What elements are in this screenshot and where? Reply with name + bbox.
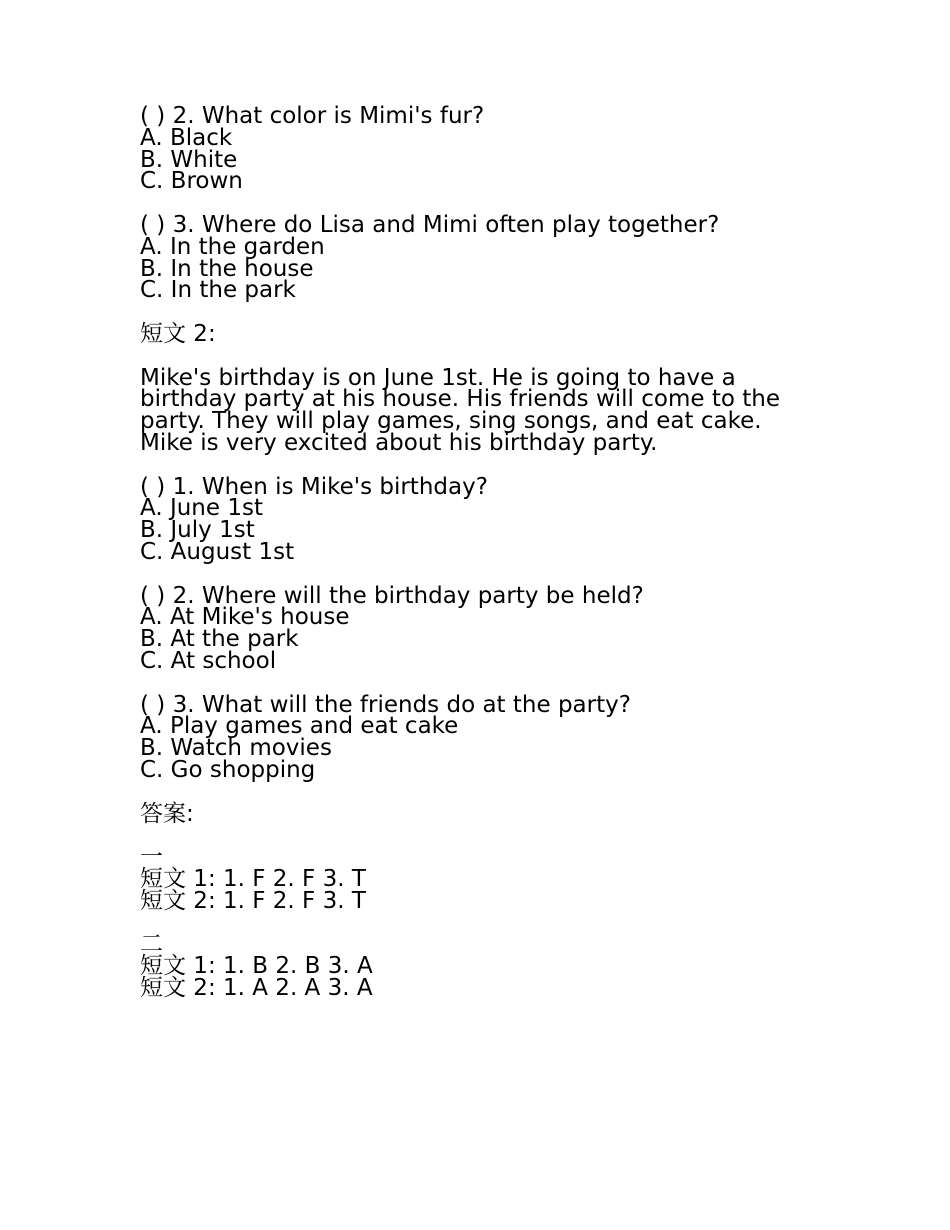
question-text: ( ) 3. Where do Lisa and Mimi often play together? <box>140 211 720 238</box>
passage-line: Mike's birthday is on June 1st. He is going to have a <box>140 364 736 391</box>
question-block <box>140 582 820 674</box>
answer-line: 短文 2: 1. A 2. A 3. A <box>140 974 373 1001</box>
passage-text <box>140 364 820 456</box>
answers-heading <box>140 800 820 827</box>
answer-line: 短文 2: 1. F 2. F 3. T <box>140 887 366 914</box>
option-a: A. Play games and eat cake <box>140 713 459 740</box>
question-block <box>140 103 820 195</box>
answer-line: 短文 1: 1. F 2. F 3. T <box>140 865 366 892</box>
option-b: B. White <box>140 146 238 173</box>
passage-line: party. They will play games, sing songs, and eat cake. <box>140 408 762 435</box>
question-text: ( ) 1. When is Mike's birthday? <box>140 473 488 500</box>
question-text: ( ) 2. What color is Mimi's fur? <box>140 103 485 129</box>
passage-2-heading: 短文 2: <box>140 320 216 347</box>
option-c: C. At school <box>140 647 277 674</box>
answer-section-1 <box>140 844 820 914</box>
option-b: B. Watch movies <box>140 735 332 762</box>
question-block <box>140 211 820 304</box>
option-b: B. July 1st <box>140 517 255 544</box>
option-a: A. In the garden <box>140 233 325 260</box>
option-a: A. June 1st <box>140 495 263 522</box>
section-label: 一 <box>140 844 163 871</box>
option-b: B. In the house <box>140 255 314 282</box>
option-c: C. Brown <box>140 168 243 195</box>
question-block <box>140 473 820 565</box>
question-text: ( ) 3. What will the friends do at the party? <box>140 691 631 718</box>
option-c: C. August 1st <box>140 538 295 565</box>
option-a: A. At Mike's house <box>140 604 350 631</box>
question-block <box>140 691 820 783</box>
option-b: B. At the park <box>140 626 299 653</box>
option-c: C. In the park <box>140 277 296 304</box>
answer-line: 短文 1: 1. B 2. B 3. A <box>140 953 373 980</box>
passage-line: birthday party at his house. His friends will come to the <box>140 386 780 413</box>
passage-line: Mike is very excited about his birthday party. <box>140 429 658 456</box>
question-text: ( ) 2. Where will the birthday party be held? <box>140 582 644 609</box>
option-c: C. Go shopping <box>140 756 316 783</box>
option-a: A. Black <box>140 124 233 151</box>
document-content <box>140 103 820 1021</box>
answer-section-2 <box>140 931 820 1001</box>
passage-heading <box>140 320 820 347</box>
section-label: 二 <box>140 931 163 958</box>
answers-title: 答案: <box>140 800 194 827</box>
